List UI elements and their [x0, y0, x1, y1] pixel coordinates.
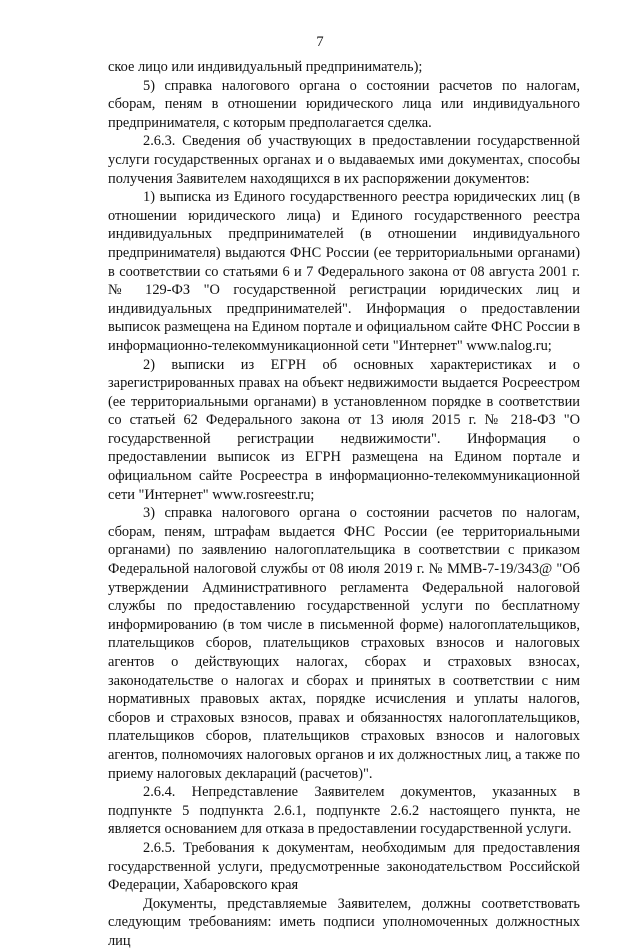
paragraph-2-6-5: 2.6.5. Требования к документам, необходимым для предоставления государственной услуги, предусмотренные законодательством Российской Федерации, Хабаровского края: [108, 839, 580, 894]
paragraph-document-requirements: Документы, представляемые Заявителем, должны соответствовать следующим требованиям: иметь подписи уполномоченных должностных лиц: [108, 895, 580, 949]
page-number: 7: [316, 34, 324, 50]
paragraph-2-6-3-heading: 2.6.3. Сведения об участвующих в предоставлении государственной услуги государственных органах и о выдаваемых ими документах, способы получения Заявителем находящихся в их распоряжении документов:: [108, 133, 580, 187]
paragraph-item-3-tax-certificate: 3) справка налогового органа о состоянии расчетов по налогам, сборам, пеням, штрафам выдается ФНС России (ее территориальными органами) по заявлению налогоплательщика в соответствии с приказом Федеральной налоговой службы от 08 июля 2019 г. № ММВ-7-19/343@ "Об утверждении Административного регламента Федеральной налоговой службы по предоставлению государственной услуги по бесплатному информированию (в том числе в письменной форме) налогоплательщиков, плательщиков сборов, плательщиков страховых взносов и налоговых агентов о действующих налогах, сборах и страховых взносах, законодательстве о налогах и сборах и принятых в соответствии с ним нормативных правовых актах, порядке исчисления и уплаты налогов, сборов и страховых взносов, правах и обязанностях налогоплательщиков, плательщиков сборов, плательщиков страховых взносов и налоговых агентов, полномочиях налоговых органов и их должностных лиц, а также по приему налоговых деклараций (расчетов)".: [108, 505, 580, 782]
paragraph-continuation: ское лицо или индивидуальный предприниматель);: [108, 59, 423, 75]
document-body: [108, 58, 580, 951]
paragraph-item-1-egrul-extract: 1) выписка из Единого государственного реестра юридических лиц (в отношении юридического лица) и Единого государственного реестра индивидуальных предпринимателей (в отношении индивидуального предпринимателя) выдаются ФНС России (ее территориальными органами) в соответствии со статьями 6 и 7 Федерального закона от 08 августа 2001 г. № 129-ФЗ "О государственной регистрации юридических лиц и индивидуальных предпринимателей". Информация о предоставлении выписок размещена на Едином портале и официальном сайте ФНС России в информационно-телекоммуникационной сети "Интернет" www.nalog.ru;: [108, 189, 580, 354]
paragraph-item-2-egrn-extract: 2) выписки из ЕГРН об основных характеристиках и о зарегистрированных правах на объект недвижимости выдается Росреестром (ее территориальными органами) в установленном порядке в соответствии со статьей 62 Федерального закона от 13 июля 2015 г. № 218-ФЗ "О государственной регистрации недвижимости". Информация о предоставлении выписок из ЕГРН размещена на Едином портале и официальном сайте Росреестра в информационно-телекоммуникационной сети "Интернет" www.rosreestr.ru;: [108, 356, 580, 503]
paragraph-item-5-tax-certificate: 5) справка налогового органа о состоянии расчетов по налогам, сборам, пеням в отношении юридического лица или индивидуального предпринимателя, с которым предполагается сделка.: [108, 77, 580, 131]
paragraph-2-6-4: 2.6.4. Непредставление Заявителем документов, указанных в подпункте 5 подпункта 2.6.1, подпункте 2.6.2 настоящего пункта, не является основанием для отказа в предоставлении государственной услуги.: [108, 784, 580, 838]
